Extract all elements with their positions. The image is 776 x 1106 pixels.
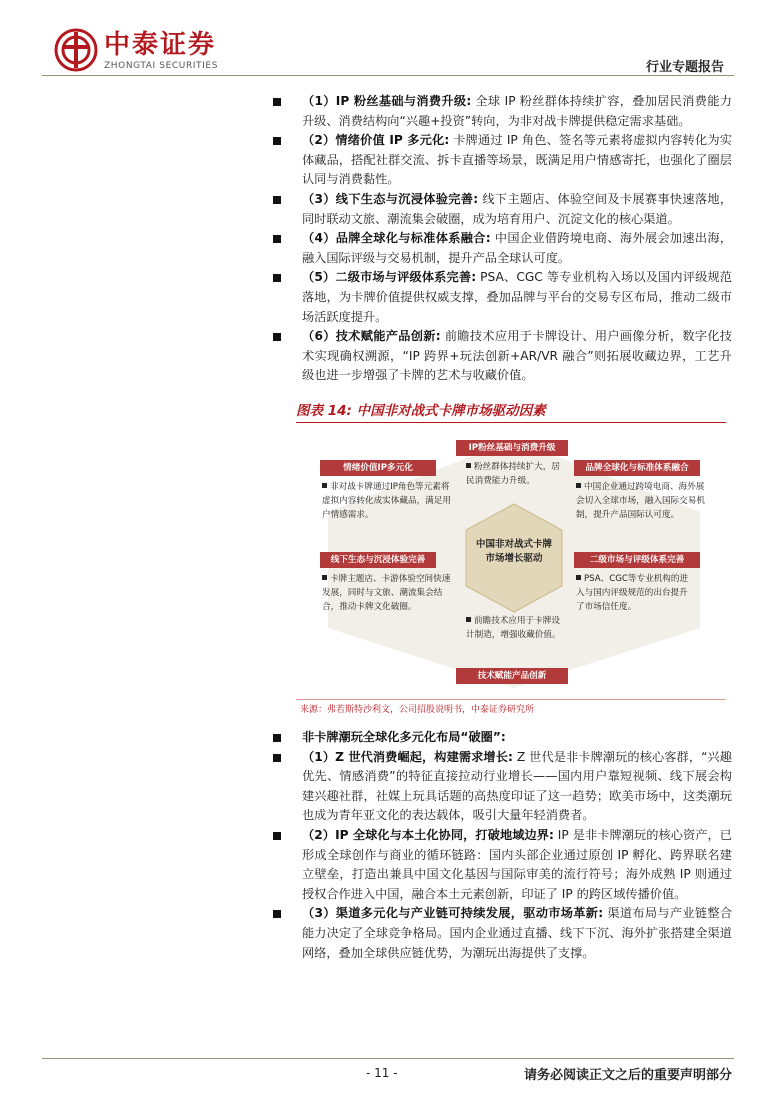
bullet-square-icon: [273, 333, 281, 341]
bullet-heading: （5）二级市场与评级体系完善:: [302, 270, 477, 285]
logo-english-name: ZHONGTAI SECURITIES: [104, 60, 219, 71]
bullet-text: 中国企业借跨境电商、海外展会加速出海，融入国际评级与交易机制，提升产品全球认可度。: [302, 231, 733, 265]
box-title-secondary-market: 二级市场与评级体系完善: [574, 552, 700, 568]
bullet-dot-icon: [576, 483, 581, 488]
box-text-secondary-market: PSA、CGC等专业机构的进入与国内评级规范的出台提升了市场信任度。: [576, 574, 689, 612]
bullet-heading: （1）IP 粉丝基础与消费升级:: [302, 94, 472, 108]
box-text-ip-fan-base: 粉丝群体持续扩大，居民消费能力升级。: [466, 462, 560, 486]
bullet-square-icon: [273, 754, 281, 762]
box-text-tech: 前瞻技术应用于卡牌设计制造，增强收藏价值。: [466, 616, 561, 640]
bullet-heading: （2）IP 全球化与本土化协同，打破地域边界:: [302, 827, 554, 842]
report-type-label: 行业专题报告: [645, 60, 724, 75]
source-divider: [296, 699, 726, 700]
bullet-ip-fan-base: [272, 92, 732, 131]
bullet-emotional-value: [272, 131, 732, 190]
bullet-secondary-market: [272, 268, 732, 327]
logo-chinese-name: 中泰证券: [104, 29, 217, 60]
box-title-offline: 线下生态与沉浸体验完善: [320, 552, 436, 568]
bullet-square-icon: [273, 235, 281, 243]
bullet-text: 全球 IP 粉丝群体持续扩容，叠加居民消费能力升级、消费结构向“兴趣+投资”转向，为非对战卡牌提供稳定需求基础。: [302, 94, 732, 128]
bullet-text: PSA、CGC 等专业机构入场以及国内评级规范落地，为卡牌价值提供权威支撑，叠加品牌与平台的交易专区布局，推动二级市场活跃度提升。: [302, 270, 732, 324]
bullet-text: 渠道布局与产业链整合能力决定了全球竞争格局。国内企业通过直播、线下下沉、海外扩张搭建全渠道网络，叠加全球供应链优势，为潮玩出海提供了支撑。: [302, 906, 733, 960]
bullet-heading: （3）线下生态与沉浸体验完善:: [302, 191, 479, 206]
bullet-heading: （4）品牌全球化与标准体系融合:: [302, 231, 491, 246]
bullet-dot-icon: [322, 575, 327, 580]
bullet-tech-innovation: [272, 327, 732, 386]
driver-diagram: [300, 432, 728, 694]
trend-bullet-list: [272, 728, 732, 963]
box-text-offline: 卡牌主题店、卡游体验空间快速发展，同时与文旅、潮流集会结合，推动卡牌文化破圈。: [322, 574, 451, 612]
bullet-square-icon: [273, 98, 281, 106]
bullet-dot-icon: [576, 575, 581, 580]
bullet-gen-z: [272, 748, 732, 826]
bullet-globalization-header: [272, 728, 732, 748]
bullet-square-icon: [273, 137, 281, 145]
company-logo: [54, 28, 218, 72]
bullet-heading: （2）情绪价值 IP 多元化:: [302, 133, 450, 148]
bullet-dot-icon: [466, 463, 471, 468]
bullet-channel-diversification: [272, 904, 732, 963]
bullet-heading: （3）渠道多元化与产业链可持续发展，驱动市场革新:: [302, 906, 604, 921]
bullet-text: 前瞻技术应用于卡牌设计、用户画像分析，数字化技术实现确权溯源，“IP 跨界+玩法创新+AR/VR 融合”则拓展收藏边界，工艺升级也进一步增强了卡牌的艺术与收藏价值。: [302, 329, 732, 383]
header-divider: [42, 75, 734, 76]
box-title-emotional-ip: 情绪价值IP多元化: [320, 460, 436, 476]
footer-disclaimer: 请务必阅读正文之后的重要声明部分: [523, 1068, 732, 1083]
figure-source: 来源：弗若斯特沙利文，公司招股说明书，中泰证券研究所: [300, 705, 535, 715]
box-title-brand-global: 品牌全球化与标准体系融合: [574, 460, 700, 476]
bullet-square-icon: [273, 832, 281, 840]
box-text-brand-global: 中国企业通过跨境电商、海外展会切入全球市场，融入国际交易机制，提升产品国际认可度。: [576, 482, 705, 520]
bullet-square-icon: [273, 196, 281, 204]
bullet-brand-globalization: [272, 229, 732, 268]
bullet-heading: （1）Z 世代消费崛起，构建需求增长:: [302, 749, 513, 764]
box-title-ip-fan-base: IP粉丝基础与消费升级: [456, 440, 568, 456]
diagram-center-label: 中国非对战式卡牌市场增长驱动: [475, 539, 552, 564]
page-number: - 11 -: [366, 1066, 398, 1080]
footer-divider: [42, 1058, 734, 1059]
box-text-emotional-ip: 非对战卡牌通过IP角色等元素将虚拟内容转化成实体藏品，满足用户情感需求。: [322, 482, 451, 520]
bullet-text: 线下主题店、体验空间及卡展赛事快速落地，同时联动文旅、潮流集会破圈，成为培育用户、沉淀文化的核心渠道。: [302, 191, 733, 226]
bullet-dot-icon: [322, 483, 327, 488]
bullet-text: 卡牌通过 IP 角色、签名等元素将虚拟内容转化为实体藏品，搭配社群交流、拆卡直播等场景，既满足用户情感寄托，也强化了圈层认同与消费黏性。: [302, 133, 732, 187]
bullet-square-icon: [273, 734, 281, 742]
bullet-square-icon: [273, 910, 281, 918]
bullet-text: Z 世代是非卡牌潮玩的核心客群，“兴趣优先、情感消费”的特征直接拉动行业增长——国内用户靠短视频、线下展会构建兴趣社群，社媒上玩具话题的高热度印证了这一趋势；欧美市场中，这类潮玩也成为青年亚文化的表达载体，吸引大量年轻消费者。: [302, 749, 732, 823]
driver-bullet-list: [272, 92, 732, 386]
zhongtai-logo-icon: [54, 28, 98, 72]
bullet-text: IP 是非卡牌潮玩的核心资产，已形成全球创作与商业的循环链路：国内头部企业通过原创 IP 孵化、跨界联名建立壁垒，打造出兼具中国文化基因与国际审美的流行符号；海外成熟 IP 则通过授权合作进入中国，融合本土元素创新，印证了 IP 的跨区域传播价值。: [302, 827, 732, 901]
figure-title: 图表 14: 中国非对战式卡牌市场驱动因素: [296, 400, 726, 423]
bullet-square-icon: [273, 274, 281, 282]
bullet-heading: 非卡牌潮玩全球化多元化布局“破圈”:: [302, 730, 506, 744]
bullet-ip-global-local: [272, 826, 732, 904]
box-title-tech: 技术赋能产品创新: [456, 668, 568, 684]
bullet-dot-icon: [466, 617, 471, 622]
bullet-heading: （6）技术赋能产品创新:: [302, 329, 441, 344]
bullet-offline-ecosystem: [272, 190, 732, 229]
